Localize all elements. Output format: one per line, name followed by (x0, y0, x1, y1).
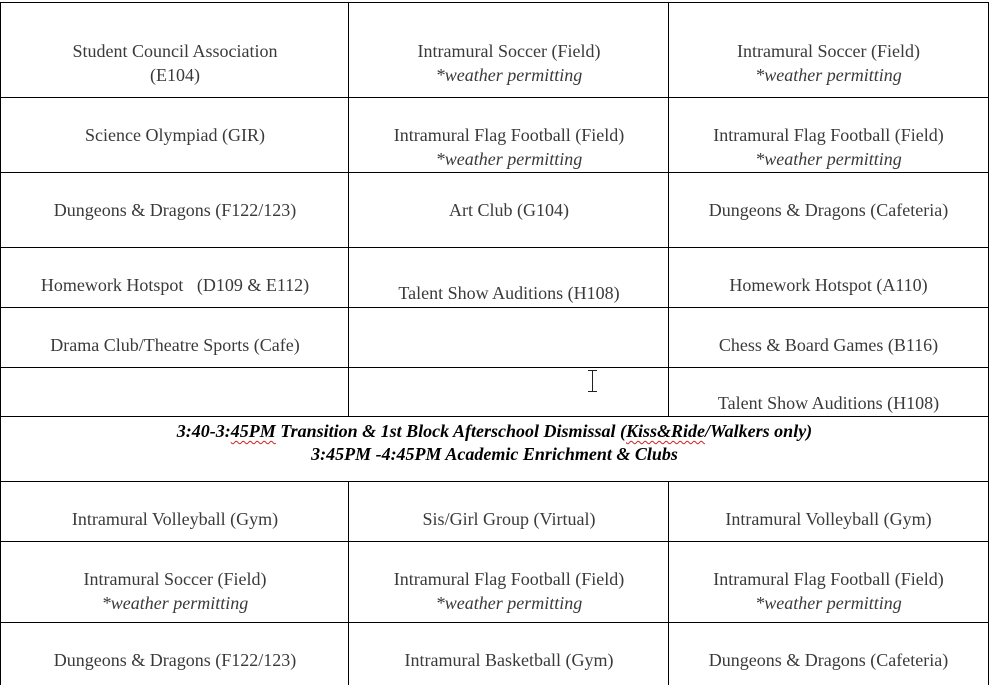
table-row (0, 97, 989, 173)
table-cell[interactable] (0, 307, 349, 368)
cell-text: Sis/Girl Group (Virtual) (422, 509, 596, 529)
text-cursor-icon (592, 370, 593, 392)
table-cell[interactable] (668, 97, 989, 173)
cell-text: Dungeons & Dragons (Cafeteria) (708, 200, 949, 220)
banner-line-1: 3:40-3:45PM Transition & 1st Block Afterschool Dismissal (Kiss&Ride/Walkers only) (176, 421, 813, 441)
table-cell[interactable] (348, 481, 669, 542)
cell-text: Intramural Soccer (Field) (737, 41, 920, 61)
cell-text: Art Club (G104) (449, 200, 569, 220)
table-cell[interactable] (668, 2, 989, 98)
cell-text: Homework Hotspot (D109 & E112) (40, 275, 310, 295)
table-row (0, 172, 989, 248)
cell-text: Chess & Board Games (B116) (718, 335, 939, 355)
table-cell[interactable] (668, 307, 989, 368)
cell-text: Intramural Basketball (Gym) (404, 650, 614, 670)
table-cell[interactable] (668, 541, 989, 623)
cell-text: Intramural Volleyball (Gym) (725, 509, 932, 529)
table-cell[interactable] (348, 307, 669, 368)
cell-text: Intramural Soccer (Field) (83, 569, 267, 589)
weather-note: *weather permitting (101, 593, 249, 613)
table-cell[interactable] (348, 247, 669, 308)
cell-text: Dungeons & Dragons (F122/123) (53, 650, 297, 670)
cell-text: Intramural Flag Football (Field) (713, 569, 944, 589)
cell-text: Dungeons & Dragons (F122/123) (53, 200, 297, 220)
table-cell[interactable] (348, 97, 669, 173)
weather-note: *weather permitting (435, 593, 583, 613)
table-cell[interactable] (668, 172, 989, 248)
table-cell[interactable] (668, 367, 989, 417)
table-cell[interactable] (668, 481, 989, 542)
dismissal-banner[interactable] (0, 416, 989, 482)
table-cell[interactable] (0, 367, 349, 417)
cell-text: Student Council Association (72, 41, 278, 61)
table-row (0, 541, 989, 623)
cell-text: Talent Show Auditions (H108) (717, 393, 940, 413)
table-cell[interactable] (348, 172, 669, 248)
cell-text: Intramural Flag Football (Field) (713, 125, 944, 145)
cell-text: Homework Hotspot (A110) (729, 275, 928, 295)
weather-note: *weather permitting (755, 149, 902, 169)
table-cell[interactable] (0, 2, 349, 98)
table-cell[interactable] (348, 622, 669, 685)
cell-text: Science Olympiad (GIR) (85, 125, 265, 145)
table-cell[interactable] (668, 622, 989, 685)
cell-text: Intramural Volleyball (Gym) (71, 509, 279, 529)
table-cell[interactable] (348, 541, 669, 623)
cell-text: Intramural Flag Football (Field) (393, 125, 625, 145)
table-row (0, 622, 989, 685)
cell-text: Dungeons & Dragons (Cafeteria) (708, 650, 949, 670)
cell-text: Intramural Soccer (Field) (417, 41, 601, 61)
table-cell[interactable] (0, 622, 349, 685)
cell-text: Drama Club/Theatre Sports (Cafe) (50, 335, 300, 355)
weather-note: *weather permitting (755, 593, 902, 613)
table-row (0, 2, 989, 98)
weather-note: *weather permitting (435, 65, 583, 85)
weather-note: *weather permitting (755, 65, 902, 85)
table-cell[interactable] (0, 247, 349, 308)
cell-text: Talent Show Auditions (H108) (398, 283, 620, 303)
table-row (0, 416, 989, 482)
table-row (0, 481, 989, 542)
table-cell[interactable] (668, 247, 989, 308)
banner-line-2: 3:45PM -4:45PM Academic Enrichment & Clubs (311, 444, 678, 464)
table-cell[interactable] (0, 541, 349, 623)
table-row (0, 247, 989, 308)
table-row (0, 367, 989, 417)
weather-note: *weather permitting (435, 149, 583, 169)
table-cell[interactable] (348, 367, 669, 417)
table-cell[interactable] (0, 97, 349, 173)
table-cell[interactable] (348, 2, 669, 98)
table-cell[interactable] (0, 481, 349, 542)
cell-text: (E104) (150, 65, 200, 85)
cell-text: Intramural Flag Football (Field) (393, 569, 625, 589)
table-row (0, 307, 989, 368)
table-cell[interactable] (0, 172, 349, 248)
